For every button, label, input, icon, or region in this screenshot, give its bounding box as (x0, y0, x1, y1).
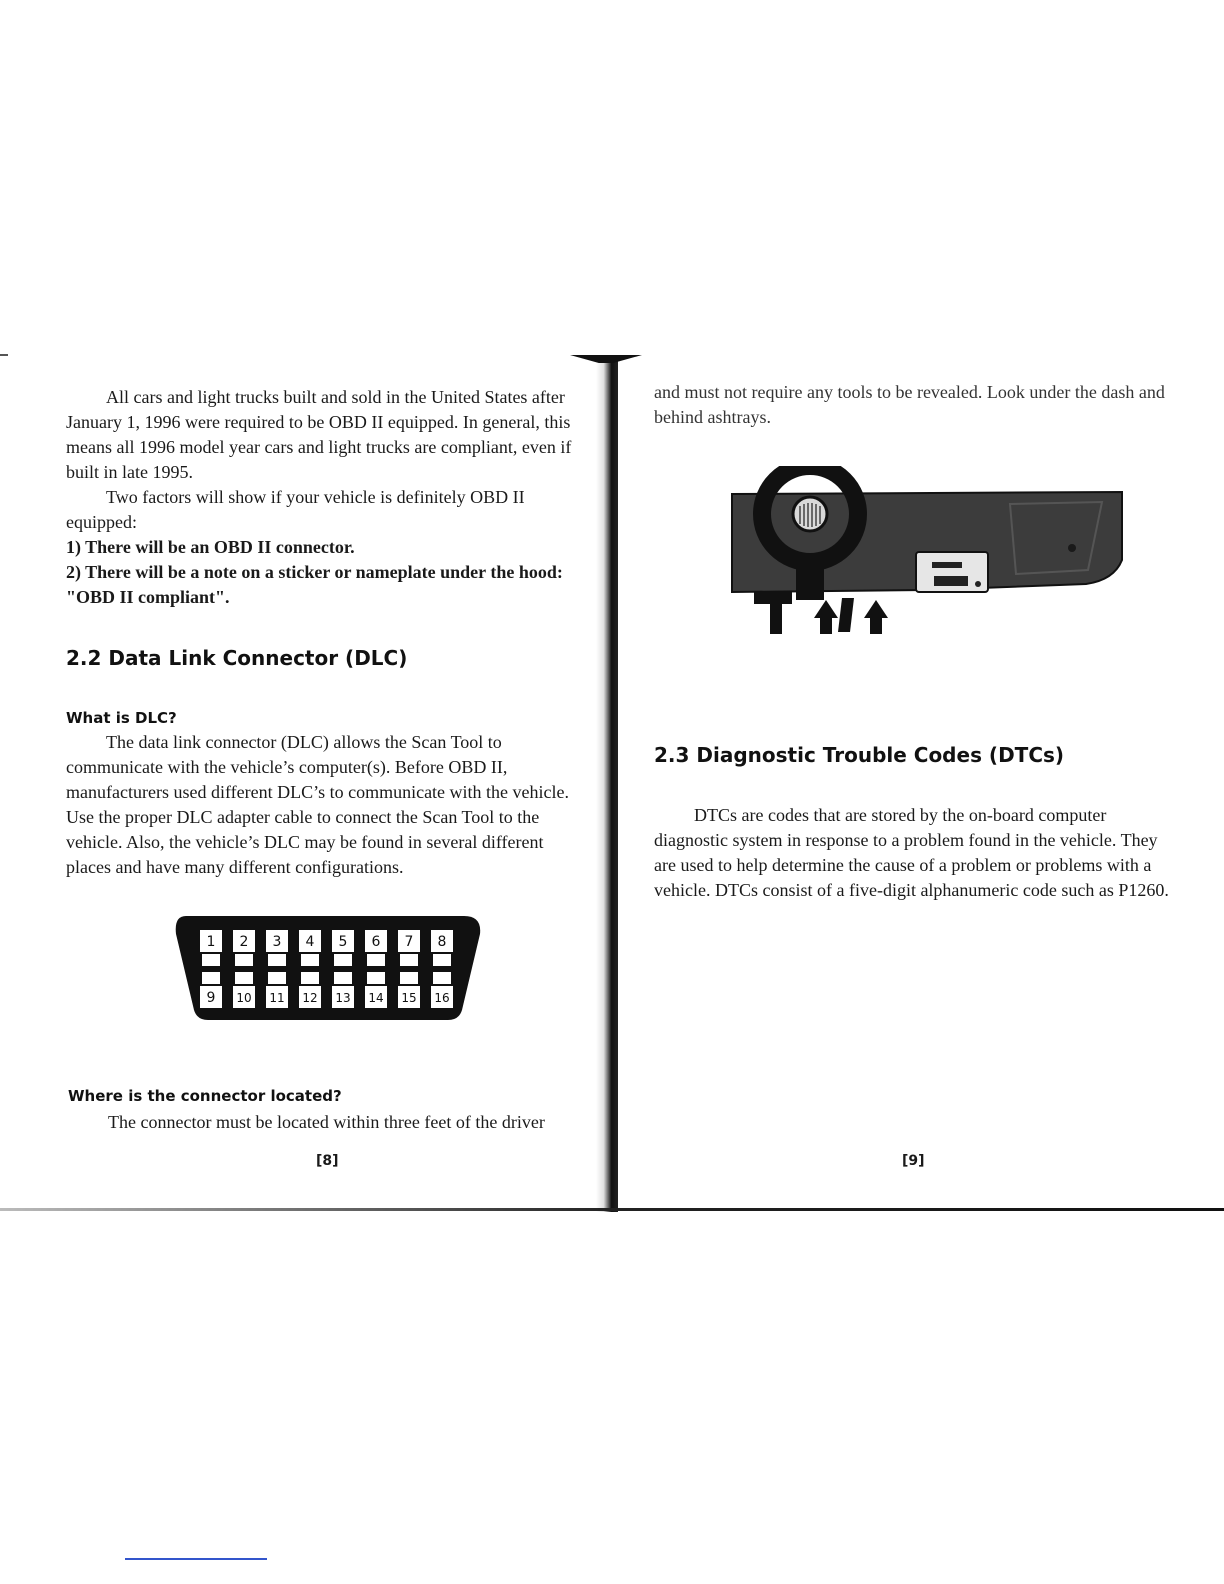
pin-socket-2 (235, 954, 253, 966)
pin-label-1: 1 (206, 934, 216, 950)
dashboard-illustration (730, 466, 1130, 636)
pin-label-7: 7 (404, 934, 414, 950)
dtc-paragraph: DTCs are codes that are stored by the on-board computer diagnostic system in response to a problem found in the vehicle. They are used to help determine the cause of a problem or problems with a vehicle. DTCs consist of a five-digit alphanumeric code such as P1260. (654, 805, 1169, 900)
arrow-left (754, 592, 792, 634)
glovebox-latch (1068, 544, 1076, 552)
pin-socket-1 (202, 954, 220, 966)
right-page (612, 0, 1224, 1584)
pin-label-11: 11 (269, 991, 285, 1005)
pin-socket-10 (235, 972, 253, 984)
obd-connector-diagram (172, 914, 484, 1024)
pin-label-15: 15 (401, 991, 417, 1005)
arrow-slanted (838, 598, 854, 632)
arrow-center (814, 600, 838, 634)
pin-label-8: 8 (437, 934, 447, 950)
pin-label-4: 4 (305, 934, 315, 950)
dlc-paragraph: The data link connector (DLC) allows the Scan Tool to communicate with the vehicle’s computer(s). Before OBD II, manufacturers used different DLC’s to communicate with the vehicle. Use the proper DLC adapter cable to connect the Scan Tool to the vehicle. Also, the vehicle’s DLC may be found in several different places and have many different configurations. (66, 732, 570, 877)
pin-label-16: 16 (434, 991, 450, 1005)
arrow-right (864, 600, 888, 634)
factors-intro: Two factors will show if your vehicle is definitely OBD II equipped: (66, 487, 525, 532)
what-is-dlc-heading: What is DLC? (66, 709, 177, 727)
section-heading-dtcs: 2.3 Diagnostic Trouble Codes (DTCs) (654, 743, 1065, 767)
pin-socket-4 (301, 954, 319, 966)
factor-1: 1) There will be an OBD II connector. (66, 537, 355, 557)
intro-block (66, 385, 578, 610)
pin-socket-5 (334, 954, 352, 966)
continued-paragraph: and must not require any tools to be revealed. Look under the dash and behind ashtrays. (654, 382, 1165, 427)
page-number-right: [9] (902, 1153, 925, 1169)
pin-label-14: 14 (368, 991, 384, 1005)
pin-socket-7 (400, 954, 418, 966)
pin-label-10: 10 (236, 991, 252, 1005)
pin-socket-12 (301, 972, 319, 984)
pin-socket-13 (334, 972, 352, 984)
pin-label-2: 2 (239, 934, 249, 950)
pin-socket-11 (268, 972, 286, 984)
pin-socket-16 (433, 972, 451, 984)
intro-paragraph: All cars and light trucks built and sold in the United States after January 1, 1996 were required to be OBD II equipped. In general, this means all 1996 model year cars and light trucks are compliant, even if built in late 1995. (66, 387, 572, 482)
factor-2: 2) There will be a note on a sticker or nameplate under the hood: "OBD II compliant". (66, 562, 563, 607)
radio-slot (932, 562, 962, 568)
where-paragraph: The connector must be located within three feet of the driver (108, 1112, 545, 1132)
page-number-left: [8] (316, 1153, 339, 1169)
pin-label-3: 3 (272, 934, 282, 950)
pin-label-9: 9 (206, 990, 216, 1006)
pin-label-6: 6 (371, 934, 381, 950)
pin-socket-3 (268, 954, 286, 966)
pin-socket-15 (400, 972, 418, 984)
section-heading-dlc: 2.2 Data Link Connector (DLC) (66, 646, 408, 670)
steering-column (796, 558, 824, 600)
radio-button (934, 576, 968, 586)
pin-label-13: 13 (335, 991, 351, 1005)
pin-label-5: 5 (338, 934, 348, 950)
pin-socket-14 (367, 972, 385, 984)
pin-label-12: 12 (302, 991, 318, 1005)
instrument-gauge (793, 497, 827, 531)
pin-socket-9 (202, 972, 220, 984)
radio-knob (975, 581, 981, 587)
pin-socket-8 (433, 954, 451, 966)
where-located-heading: Where is the connector located? (68, 1087, 342, 1105)
pin-socket-6 (367, 954, 385, 966)
